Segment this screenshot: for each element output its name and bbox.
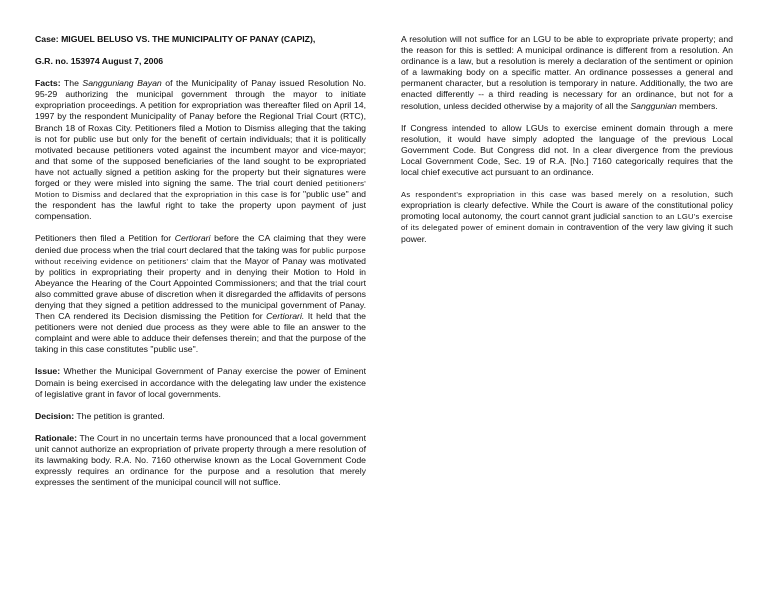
right1-text-2: members. — [676, 100, 718, 111]
right3-text-3: sanction to an LGU's exercise of its delegated power of eminent domain in — [401, 212, 733, 233]
issue-text: Whether the Municipal Government of Panay exercise the power of Eminent Domain is being exercised in accordance with the delegating law under the existence of legislative grant in favor of local governments. — [35, 366, 366, 399]
facts-paragraph-2 — [35, 233, 366, 355]
right-column — [401, 34, 733, 256]
rationale-paragraph — [35, 433, 366, 488]
facts-text-1: The — [60, 78, 83, 89]
facts-term-sangguniang: Sangguniang Bayan — [82, 78, 162, 89]
right2-text: If Congress intended to allow LGUs to exercise eminent domain through a mere resolution, it would have simply adopted the language of the previous Local Government Code. But Congress did not. In a clear divergence from the previous Local Government Code, Sec. 19 of R.A. [No.] 7160 categorically requires that the local chief executive act pursuant to an ordinance. — [401, 122, 733, 178]
facts-paragraph — [35, 78, 366, 222]
facts-text-2: of the Municipality of Panay issued Resolution No. 95-29 authorizing the municipal government through the mayor to initiate expropriation proceedings. A petition for expropriation was thereafter filed on April 14, 1997 by the respondent Municipality of Panay before the Regional Trial Court (RTC), Branch 18 of Roxas City. Petitioners filed a Motion to Dismiss alleging that the taking is not for public use but only for the benefit of certain individuals; that it is politically motivated because petitioners voted against the incumbent mayor and vice-mayor; and that some of the supposed beneficiaries of the land sought to be expropriated have not actually signed a petition asking for the property but their signatures were forged or they were misled into signing the same. The trial court denied — [35, 78, 366, 189]
case-title: Case: MIGUEL BELUSO VS. THE MUNICIPALITY OF PANAY (CAPIZ), — [35, 34, 316, 44]
facts2-term-certiorari-2: Certiorari. — [266, 311, 305, 322]
ordinance-paragraph — [401, 34, 733, 112]
facts-text-3: petitioners' Motion to Dismiss and declared that the expropriation in this case — [35, 179, 366, 200]
issue-label: Issue: — [35, 366, 61, 377]
decision-paragraph — [35, 411, 366, 422]
facts2-text-4: Mayor of Panay was motivated by politics in expropriating their property and in denying their Motion to Hold in Abeyance the Hearing of the Court Appointed Commissioners; and that the trial court also committed grave abuse of discretion when it disregarded the affidavits of persons denying that they signed a petition addressed to the municipal government of Panay. Then CA rendered its Decision dismissing the Petition for — [35, 255, 366, 322]
decision-label: Decision: — [35, 410, 75, 421]
congress-paragraph — [401, 123, 733, 178]
facts2-text-5: It held that the petitioners were not denied due process as they were able to file an answer to the complaint and were able to adduce their defenses therein; and that the purpose of the taking in this case constitutes "public use". — [35, 311, 366, 355]
conclusion-paragraph — [401, 189, 733, 244]
right3-text-4: contravention of the very law giving it such power. — [401, 222, 733, 244]
gr-number: G.R. no. 153974 August 7, 2006 — [35, 56, 164, 67]
right1-term-sanggunian: Sanggunian — [630, 100, 677, 111]
facts2-text-2: before the CA claiming that they were denied due process when the trial court declared that the taking was for — [35, 233, 366, 255]
facts-text-4: is for "public use" and the respondent has the lawful right to take the property upon payment of just compensation. — [35, 189, 366, 222]
facts-label: Facts: — [35, 78, 61, 89]
rationale-label: Rationale: — [35, 432, 77, 443]
facts2-text-3: public purpose without receiving evidence on petitioners' claim that the — [35, 245, 366, 266]
right3-text-2: such expropriation is clearly defective. While the Court is aware of the constitutional policy promoting local autonomy, the court cannot grant judicial — [401, 189, 734, 222]
issue-paragraph — [35, 366, 366, 399]
rationale-text: The Court in no uncertain terms have pronounced that a local government unit cannot authorize an expropriation of private property through a mere resolution of its lawmaking body. R.A. No. 7160 otherwise known as the Local Government Code expressly requires an ordinance for the purpose and a resolution that merely expresses the sentiment of the municipal council will not suffice. — [35, 432, 366, 488]
right3-text-1: As respondent's expropriation in this case was based merely on a resolution, — [401, 190, 710, 200]
decision-text: The petition is granted. — [74, 410, 165, 421]
left-column — [35, 34, 366, 499]
facts2-text-1: Petitioners then filed a Petition for — [35, 233, 175, 244]
facts2-term-certiorari: Certiorari — [174, 233, 211, 244]
right1-text-1: A resolution will not suffice for an LGU to be able to expropriate private property; and the reason for this is settled: A municipal ordinance is different from a resolution. An ordinance is a law, but a resolution is merely a declaration of the sentiment or opinion of a lawmaking body on a specific matter. An ordinance possesses a general and permanent character, but a resolution is temporary in nature. Additionally, the two are enacted differently -- a third reading is necessary for an ordinance, but not for a resolution, unless decided otherwise by a majority of all the — [401, 34, 733, 111]
